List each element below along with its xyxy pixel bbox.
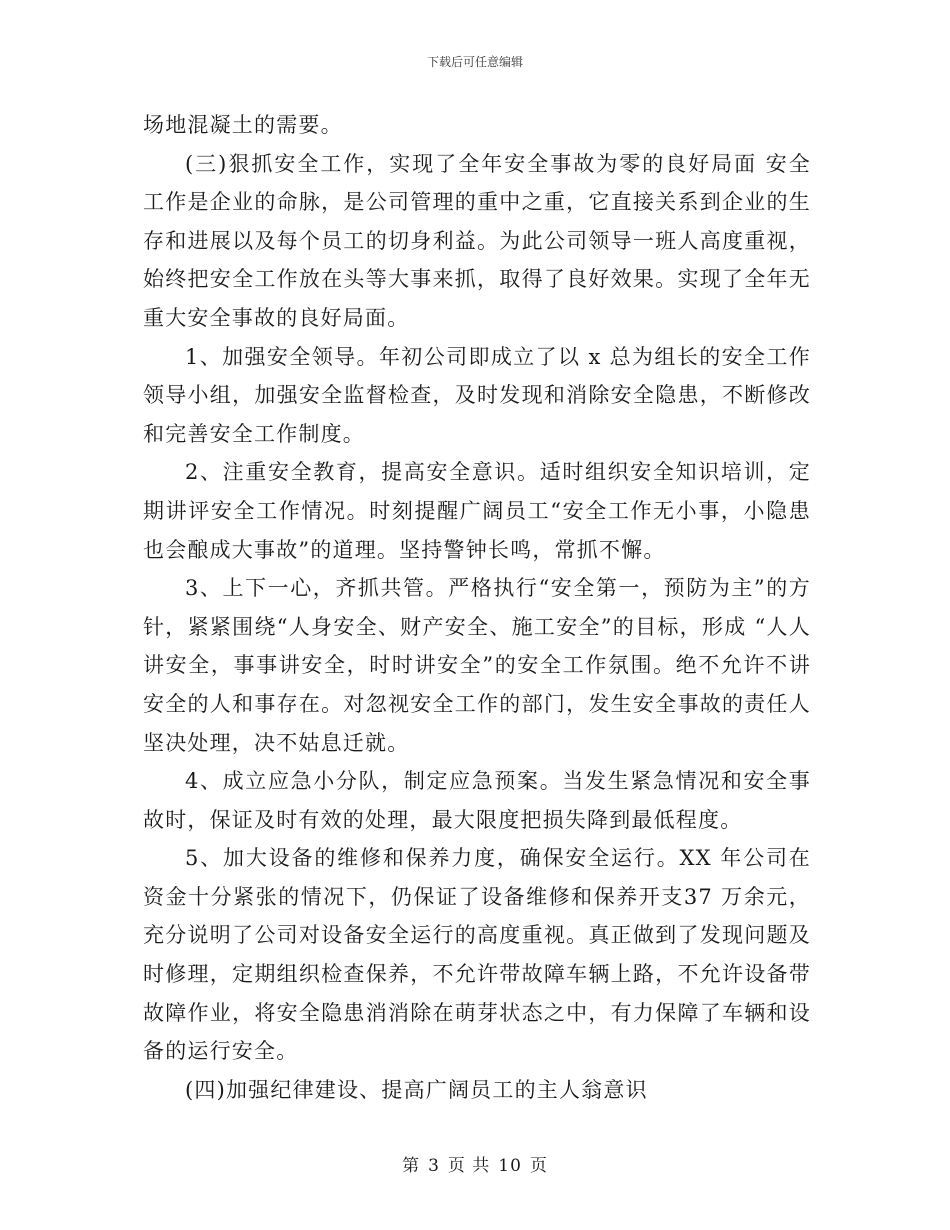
paragraph-section-three: (三)狠抓安全工作，实现了全年安全事故为零的良好局面 安全工作是企业的命脉，是公司管理的重中之重，它直接关系到企业的生存和进展以及每个员工的切身利益。为此公司领导一班人高度重视，始终把安全工作放在头等大事来抓，取得了良好效果。实现了全年无重大安全事故的良好局面。 [143, 151, 811, 330]
footer-prefix: 第 [402, 1156, 421, 1176]
footer-total-pages: 10 [498, 1156, 522, 1176]
document-body [143, 106, 811, 1109]
paragraph-item-4: 4、成立应急小分队，制定应急预案。当发生紧急情况和安全事故时，保证及时有效的处理，最大限度把损失降到最低程度。 [143, 769, 811, 832]
paragraph-item-1: 1、加强安全领导。年初公司即成立了以 x 总为组长的安全工作领导小组，加强安全监督检查，及时发现和消除安全隐患，不断修改和完善安全工作制度。 [143, 344, 811, 446]
footer-suffix: 页 [529, 1156, 548, 1176]
paragraph-item-5: 5、加大设备的维修和保养力度，确保安全运行。XX 年公司在资金十分紧张的情况下，仍保证了设备维修和保养开支37 万余元，充分说明了公司对设备安全运行的高度重视。真正做到了发现问题及时修理，定期组织检查保养，不允许带故障车辆上路，不允许设备带故障作业，将安全隐患消消除在萌芽状态之中，有力保障了车辆和设备的运行安全。 [143, 846, 811, 1064]
footer-middle: 页 共 [447, 1156, 491, 1176]
paragraph-continuation: 场地混凝土的需要。 [143, 113, 343, 137]
page-footer [0, 1155, 950, 1177]
paragraph-section-four: (四)加强纪律建设、提高广阔员工的主人翁意识 [185, 1077, 648, 1102]
paragraph-item-3: 3、上下一心，齐抓共管。严格执行“安全第一，预防为主”的方针，紧紧围绕“人身安全、财产安全、施工安全”的目标，形成 “人人讲安全，事事讲安全，时时讲安全”的安全工作氛围。绝不允许不讲安全的人和事存在。对忽视安全工作的部门，发生安全事故的责任人坚决处理，决不姑息迁就。 [143, 576, 811, 755]
page-header-note: 下载后可任意编辑 [426, 55, 523, 69]
paragraph-item-2: 2、注重安全教育，提高安全意识。适时组织安全知识培训，定期讲评安全工作情况。时刻提醒广阔员工“安全工作无小事，小隐患也会酿成大事故”的道理。坚持警钟长鸣，常抓不懈。 [143, 460, 811, 562]
footer-current-page: 3 [428, 1156, 440, 1176]
